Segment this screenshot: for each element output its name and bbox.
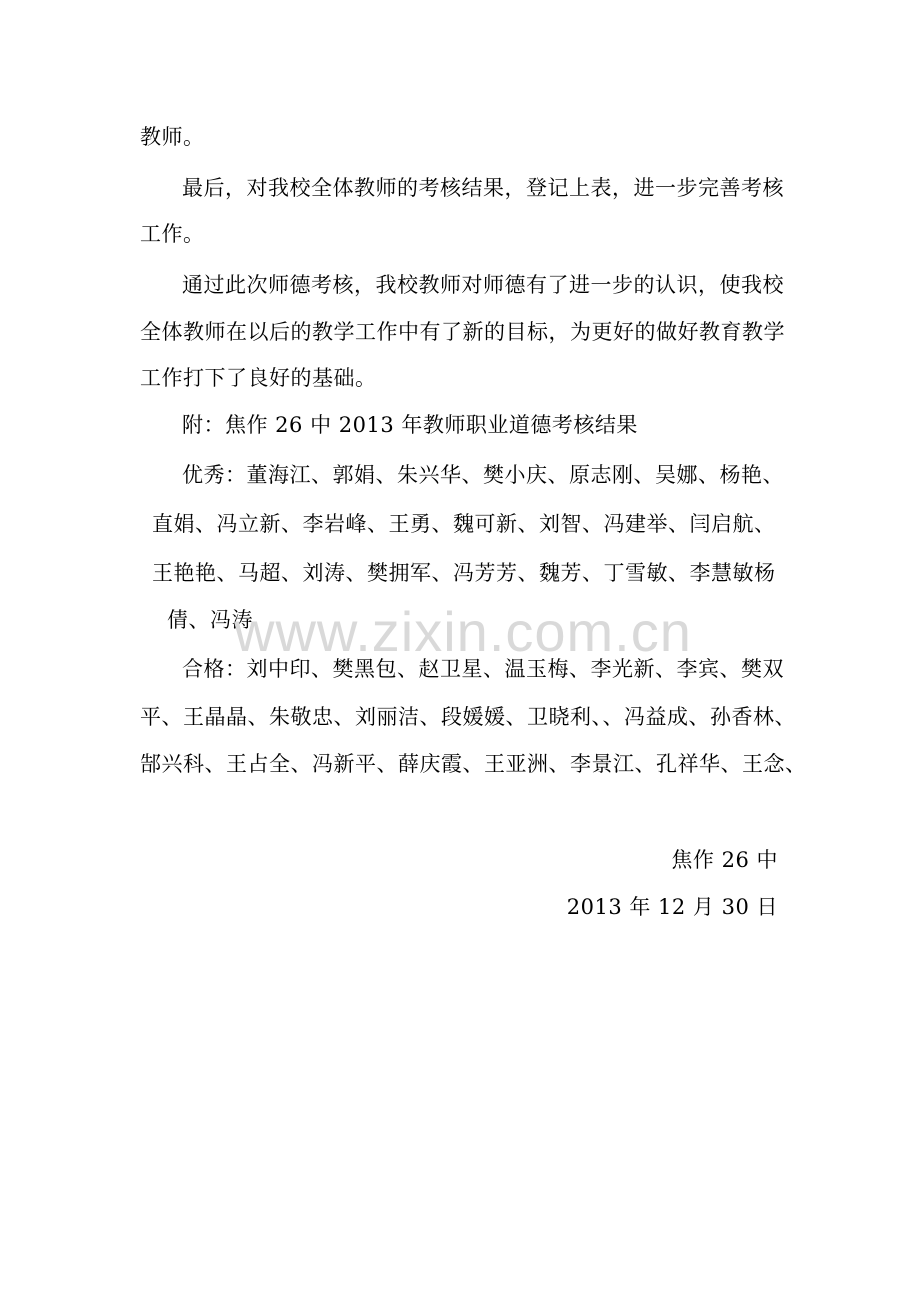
- watermark: www.zixin.com.cn: [234, 600, 692, 663]
- paragraph-line: 工作。: [140, 222, 205, 246]
- signature-school: 焦作 26 中: [671, 848, 778, 872]
- signature-date: 2013 年 12 月 30 日: [566, 895, 778, 919]
- paragraph-line: 全体教师在以后的教学工作中有了新的目标，为更好的做好教育教学: [140, 320, 785, 344]
- paragraph-line: 通过此次师德考核，我校教师对师德有了进一步的认识，使我校: [182, 273, 784, 297]
- appendix-heading: 附：焦作 26 中 2013 年教师职业道德考核结果: [182, 413, 638, 437]
- paragraph-line: 最后，对我校全体教师的考核结果，登记上表，进一步完善考核: [182, 176, 784, 200]
- qualified-list-line: 合格：刘中印、樊黑包、赵卫星、温玉梅、李光新、李宾、樊双: [182, 657, 784, 681]
- excellent-list-line: 倩、冯涛: [167, 608, 253, 632]
- excellent-list-line: 优秀：董海江、郭娟、朱兴华、樊小庆、原志刚、吴娜、杨艳、: [182, 463, 784, 487]
- qualified-list-line: 郜兴科、王占全、冯新平、薛庆霞、王亚洲、李景江、孔祥华、王念、: [140, 752, 807, 776]
- excellent-list-line: 王艳艳、马超、刘涛、樊拥军、冯芳芳、魏芳、丁雪敏、李慧敏杨: [152, 561, 776, 585]
- qualified-list-line: 平、王晶晶、朱敬忠、刘丽洁、段媛媛、卫晓利、、冯益成、孙香林、: [140, 705, 796, 729]
- paragraph-line: 工作打下了良好的基础。: [140, 366, 377, 390]
- excellent-list-line: 直娟、冯立新、李岩峰、王勇、魏可新、刘智、冯建举、闫启航、: [152, 512, 776, 536]
- paragraph-line: 教师。: [140, 125, 205, 149]
